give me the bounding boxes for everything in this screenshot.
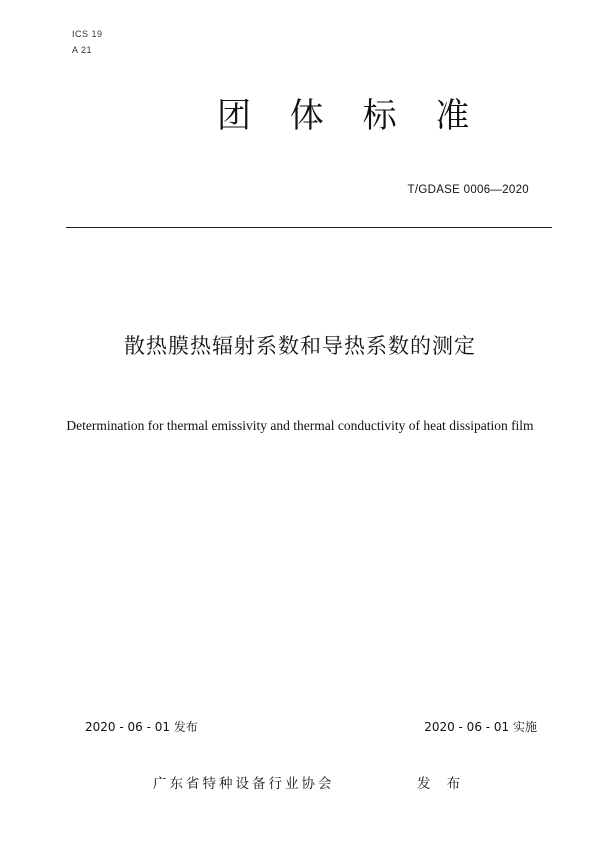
release-date: 2020 - 06 - 01 发布 xyxy=(85,720,198,734)
standard-number: T/GDASE 0006—2020 xyxy=(407,184,529,196)
english-title: Determination for thermal emissivity and thermal conductivity of heat dissipation film xyxy=(66,418,534,433)
header-divider xyxy=(66,227,552,228)
implementation-date: 2020 - 06 - 01 实施 xyxy=(424,720,537,734)
ics-code: ICS 19 xyxy=(72,29,103,39)
chinese-title: 散热膜热辐射系数和导热系数的测定 xyxy=(124,334,476,358)
ccs-code: A 21 xyxy=(72,45,93,55)
issuing-organization: 广东省特种设备行业协会 xyxy=(153,776,335,792)
standard-type-title: 团 体 标 准 xyxy=(217,96,484,136)
publish-label: 发 布 xyxy=(417,776,467,792)
